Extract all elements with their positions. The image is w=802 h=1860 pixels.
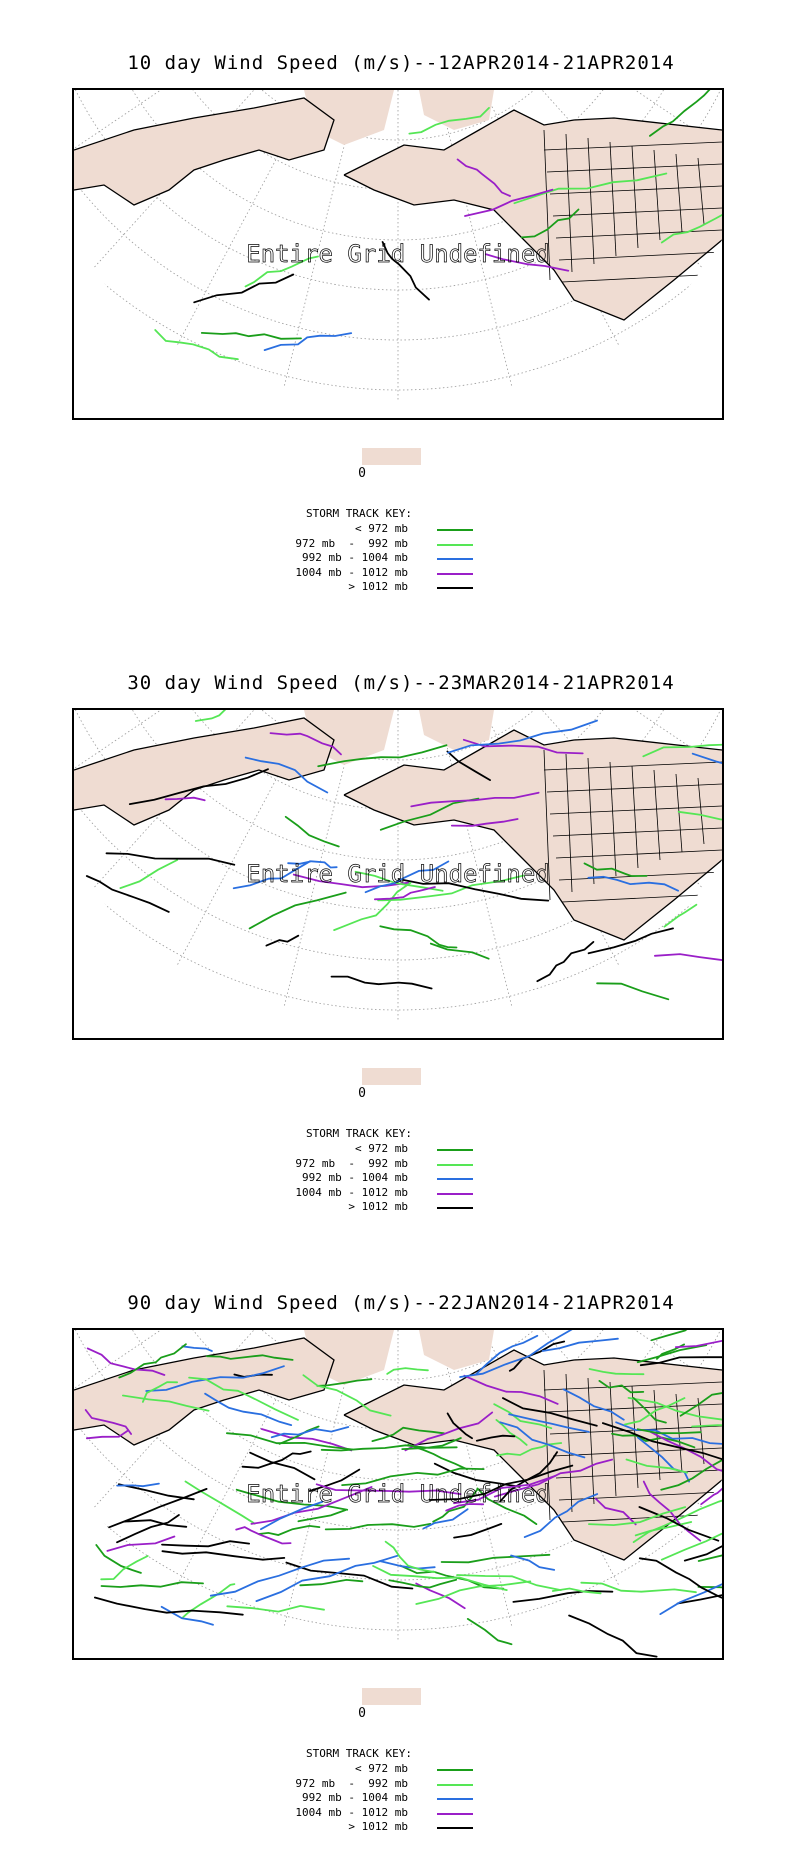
storm-track-map <box>74 90 722 418</box>
key-title: STORM TRACK KEY: <box>306 1747 412 1760</box>
key-row-label: < 972 mb <box>355 522 408 535</box>
key-row-line <box>437 529 473 531</box>
storm-track-map <box>74 710 722 1038</box>
key-row-label: > 1012 mb <box>348 1820 408 1833</box>
key-row-line <box>437 1164 473 1166</box>
undefined-grid-label: Entire Grid Undefined <box>246 860 550 888</box>
key-row-label: 1004 mb - 1012 mb <box>295 565 408 579</box>
key-row-line <box>437 587 473 589</box>
key-row-line <box>437 1178 473 1180</box>
panel-title: 10 day Wind Speed (m/s)--12APR2014-21APR2014 <box>127 52 675 74</box>
key-row-line <box>437 1784 473 1786</box>
key-row-label: 972 mb - 992 mb <box>295 1156 408 1170</box>
key-row-label: < 972 mb <box>355 1142 408 1155</box>
key-row-label: 1004 mb - 1012 mb <box>295 1185 408 1199</box>
key-row-label: 972 mb - 992 mb <box>295 1776 408 1790</box>
key-row-line <box>437 1798 473 1800</box>
panel-title: 90 day Wind Speed (m/s)--22JAN2014-21APR2014 <box>127 1292 675 1314</box>
storm-track-map <box>74 1330 722 1658</box>
key-row-label: 992 mb - 1004 mb <box>302 1171 408 1184</box>
key-row-line <box>437 544 473 546</box>
key-row-line <box>437 1207 473 1209</box>
colorbar-label: 0 <box>358 466 366 481</box>
key-row-line <box>437 573 473 575</box>
key-row-line <box>437 558 473 560</box>
key-row-line <box>437 1813 473 1815</box>
colorbar-swatch <box>362 1068 421 1085</box>
undefined-grid-label: Entire Grid Undefined <box>246 1480 550 1508</box>
map-frame <box>72 708 724 1040</box>
colorbar-swatch <box>362 448 421 465</box>
key-row-label: 992 mb - 1004 mb <box>302 551 408 564</box>
panel-30-day <box>0 620 802 1240</box>
panel-title: 30 day Wind Speed (m/s)--23MAR2014-21APR2014 <box>127 672 675 694</box>
key-row-label: > 1012 mb <box>348 580 408 593</box>
key-row-label: 992 mb - 1004 mb <box>302 1791 408 1804</box>
colorbar-label: 0 <box>358 1086 366 1101</box>
key-row-line <box>437 1827 473 1829</box>
key-row-line <box>437 1769 473 1771</box>
map-frame <box>72 88 724 420</box>
key-row-label: > 1012 mb <box>348 1200 408 1213</box>
key-row-label: 1004 mb - 1012 mb <box>295 1805 408 1819</box>
panel-90-day <box>0 1240 802 1860</box>
map-frame <box>72 1328 724 1660</box>
key-row-line <box>437 1149 473 1151</box>
colorbar-swatch <box>362 1688 421 1705</box>
key-row-label: < 972 mb <box>355 1762 408 1775</box>
key-row-line <box>437 1193 473 1195</box>
undefined-grid-label: Entire Grid Undefined <box>246 240 550 268</box>
panel-10-day <box>0 0 802 620</box>
key-title: STORM TRACK KEY: <box>306 507 412 520</box>
key-row-label: 972 mb - 992 mb <box>295 536 408 550</box>
key-title: STORM TRACK KEY: <box>306 1127 412 1140</box>
colorbar-label: 0 <box>358 1706 366 1721</box>
